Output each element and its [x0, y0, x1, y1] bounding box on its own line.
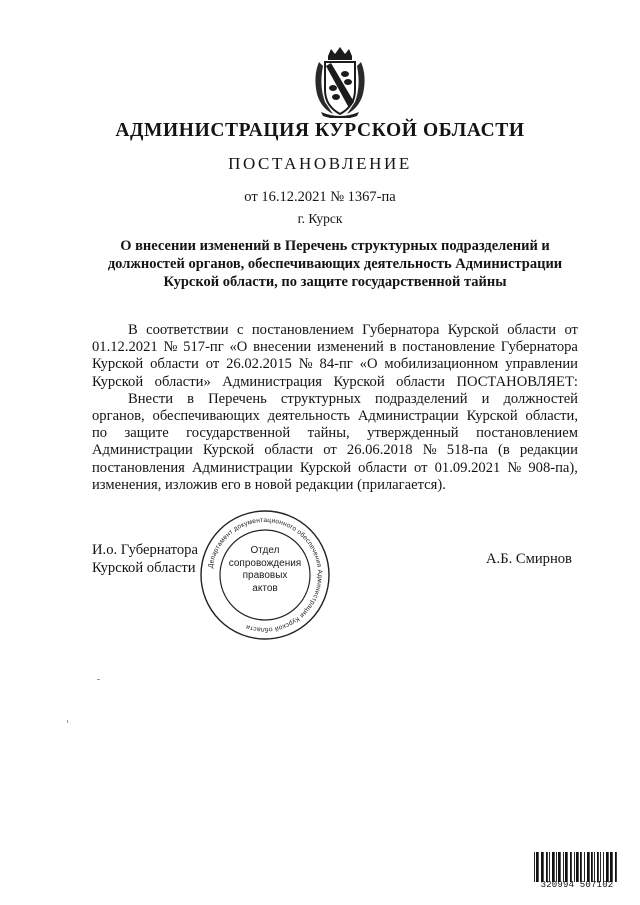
barcode-bar [570, 852, 572, 882]
body-word: 01.12.2021 [92, 339, 158, 356]
body-word: государственной [186, 425, 291, 442]
barcode-bar [603, 852, 604, 882]
barcode-bar [552, 852, 555, 882]
body-word: по [92, 425, 108, 442]
body-word: 518-па [446, 442, 488, 459]
barcode-bar [558, 852, 561, 882]
barcode-bar [580, 852, 582, 882]
barcode-bar [565, 852, 568, 882]
body-word: управлении [505, 356, 578, 373]
body-word: № [422, 442, 437, 459]
body-word: мобилизационном [384, 356, 499, 373]
body-word: 84-пг [319, 356, 353, 373]
body-word: от [414, 459, 428, 476]
barcode-bar [563, 852, 564, 882]
body-word: Курской [92, 356, 144, 373]
body-word: и [481, 390, 490, 407]
body-word: «О [229, 339, 248, 356]
body-word: Курской [447, 322, 499, 338]
body-word: постановлением [251, 322, 354, 338]
body-word: соответствии [146, 322, 229, 338]
body-word: от [205, 356, 220, 373]
barcode-number: 320994 507102 [540, 880, 614, 890]
body-line [92, 477, 578, 494]
barcode-bar [600, 852, 601, 882]
stamp-ring-text: Департамент документационного обеспечения Администрации Курской области [207, 516, 324, 634]
body-word: Губернатора [362, 322, 440, 338]
body-word: Администрация [222, 373, 323, 390]
barcode-bar [536, 852, 539, 882]
body-word: постановлением [476, 425, 578, 442]
coat-of-arms-icon [311, 46, 369, 118]
barcode-bar [615, 852, 617, 882]
stamp-center-line: сопровождения [228, 557, 302, 569]
body-word: редакции [519, 442, 578, 459]
body-word: в [187, 390, 195, 407]
barcode-bar [584, 852, 585, 882]
body-word: области [507, 322, 557, 338]
body-line [92, 339, 578, 356]
subject-line: О внесении изменений в Перечень структурных подразделений и [120, 238, 550, 254]
body-line [92, 322, 578, 339]
body-word: области [150, 356, 199, 373]
body-word: внесении [253, 339, 312, 356]
body-word: 517-пг [183, 339, 224, 356]
scan-artifact [97, 679, 100, 680]
barcode-bar [606, 852, 609, 882]
body-line [92, 460, 578, 477]
body-word: Губернатора [500, 339, 578, 356]
body-word: Администрации [92, 442, 193, 459]
document-type: ПОСТАНОВЛЕНИЕ [228, 154, 412, 173]
body-word: ПОСТАНОВЛЯЕТ: [456, 373, 578, 390]
body-line [92, 374, 578, 391]
body-word: № [163, 339, 178, 356]
body-line [92, 442, 578, 459]
barcode-bar [594, 852, 595, 882]
body-word: области [396, 373, 445, 390]
body-word: Перечень [208, 390, 267, 407]
body-line [92, 408, 578, 425]
barcode-bar [574, 852, 575, 882]
body-word: изменения, изложив его в новой редакции (прилагается). [92, 476, 446, 493]
body-word: Курской [333, 373, 385, 390]
body-word: тайны, [307, 425, 350, 442]
body-word: от [323, 442, 337, 459]
body-word: области [358, 459, 407, 476]
body-word: изменений [317, 339, 384, 356]
signatory-position-line: Курской области [92, 560, 196, 576]
subject-line: должностей органов, обеспечивающих деятельность Администрации [107, 256, 563, 272]
body-word: Курской [92, 373, 144, 390]
stamp-center-text [220, 545, 310, 595]
body-word: области» [154, 373, 211, 390]
subject-line: Курской области, по защите государственной тайны [163, 274, 507, 290]
body-word: области, [525, 407, 578, 424]
barcode-bar [587, 852, 590, 882]
body-word: Внести [128, 390, 174, 407]
body-word: Курской [466, 407, 518, 424]
barcode-bar [597, 852, 599, 882]
body-line [92, 425, 578, 442]
body-word: Курской [299, 459, 352, 476]
document-date-number: от 16.12.2021 № 1367-па [244, 189, 396, 205]
body-word: Администрации [357, 407, 459, 424]
body-word: постановление [402, 339, 495, 356]
body-word: от [564, 322, 578, 338]
body-line [92, 356, 578, 373]
barcode-bar [541, 852, 544, 882]
body-word: 26.02.2015 [226, 356, 292, 373]
stamp-center-line: правовых [242, 570, 288, 581]
barcode-bar [576, 852, 579, 882]
body-word: № [507, 459, 522, 476]
body-word: обеспечивающих [152, 407, 260, 424]
body-word: № [298, 356, 313, 373]
barcode [534, 852, 618, 882]
body-word: должностей [503, 390, 578, 407]
barcode-bar [534, 852, 535, 882]
document-body [92, 322, 578, 494]
stamp-center-line: Отдел [250, 545, 280, 556]
body-word: структурных [280, 390, 361, 407]
body-word: 01.09.2021 [434, 459, 501, 476]
document-subject [92, 237, 578, 291]
barcode-bar [549, 852, 550, 882]
body-word: подразделений [375, 390, 468, 407]
barcode-bar [591, 852, 593, 882]
body-word: с [236, 322, 244, 338]
scan-artifact [67, 720, 68, 723]
body-word: Администрации [191, 459, 293, 476]
document-city: г. Курск [297, 211, 343, 226]
body-line [92, 391, 578, 408]
barcode-bar [556, 852, 557, 882]
body-word: утвержденный [367, 425, 459, 442]
body-word: деятельность [267, 407, 351, 424]
organization-title: АДМИНИСТРАЦИЯ КУРСКОЙ ОБЛАСТИ [115, 120, 525, 141]
barcode-bar [610, 852, 613, 882]
body-word: Курской [203, 442, 255, 459]
body-word: 26.06.2018 [346, 442, 413, 459]
body-word: защите [124, 425, 169, 442]
body-word: «О [359, 356, 378, 373]
body-word: в [389, 339, 397, 356]
barcode-bar [546, 852, 548, 882]
body-word: 908-па), [528, 459, 578, 476]
signatory-position-line: И.о. Губернатора [92, 542, 198, 558]
body-word: В [128, 322, 138, 338]
body-word: органов, [92, 407, 145, 424]
body-word: постановления [92, 459, 185, 476]
signatory-position [92, 541, 198, 577]
body-word: области [264, 442, 314, 459]
signatory-name: А.Б. Смирнов [486, 551, 572, 567]
stamp-center-line: актов [252, 582, 278, 594]
body-word: (в [497, 442, 510, 459]
